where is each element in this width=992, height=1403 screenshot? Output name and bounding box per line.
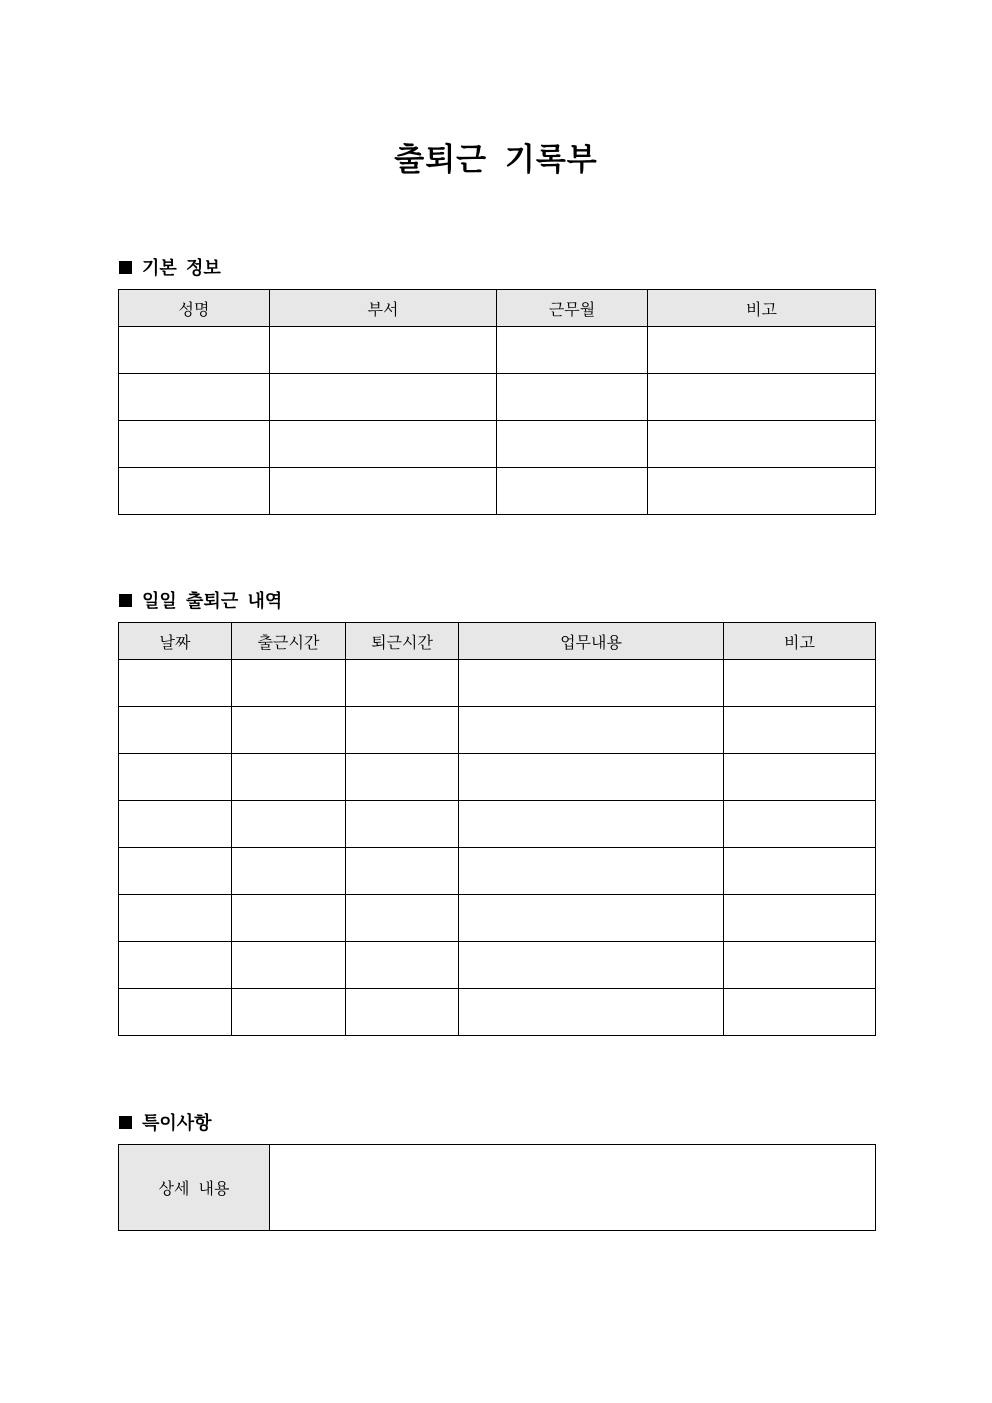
column-header-work-month: 근무월	[497, 290, 648, 327]
table-cell[interactable]	[497, 374, 648, 421]
table-cell[interactable]	[346, 895, 459, 942]
table-cell[interactable]	[459, 754, 724, 801]
black-square-icon	[119, 594, 132, 607]
table-cell[interactable]	[497, 468, 648, 515]
table-cell[interactable]	[270, 468, 497, 515]
column-header-name: 성명	[119, 290, 270, 327]
table-cell[interactable]	[648, 374, 876, 421]
table-cell[interactable]	[119, 754, 232, 801]
table-cell[interactable]	[232, 754, 346, 801]
section-heading-label: 기본 정보	[142, 258, 221, 279]
column-header-remarks: 비고	[648, 290, 876, 327]
table-cell[interactable]	[724, 942, 876, 989]
special-notes-table	[118, 1144, 876, 1231]
table-cell[interactable]	[119, 660, 232, 707]
table-cell[interactable]	[459, 801, 724, 848]
daily-log-table	[118, 622, 876, 1036]
table-row	[119, 895, 876, 942]
table-cell[interactable]	[119, 374, 270, 421]
table-row	[119, 374, 876, 421]
table-cell[interactable]	[459, 848, 724, 895]
table-cell[interactable]	[270, 421, 497, 468]
table-cell[interactable]	[346, 848, 459, 895]
table-cell[interactable]	[119, 895, 232, 942]
table-row	[119, 848, 876, 895]
table-row	[119, 754, 876, 801]
column-header-remarks: 비고	[724, 623, 876, 660]
table-cell[interactable]	[346, 660, 459, 707]
table-cell[interactable]	[724, 754, 876, 801]
table-row	[119, 942, 876, 989]
table-row	[119, 327, 876, 374]
table-cell[interactable]	[459, 989, 724, 1036]
table-row	[119, 468, 876, 515]
basic-info-table	[118, 289, 876, 515]
column-header-clock-out: 퇴근시간	[346, 623, 459, 660]
section-heading-label: 일일 출퇴근 내역	[142, 591, 283, 612]
table-cell[interactable]	[119, 989, 232, 1036]
table-cell[interactable]	[270, 327, 497, 374]
table-cell[interactable]	[459, 895, 724, 942]
table-cell[interactable]	[232, 707, 346, 754]
table-cell[interactable]	[459, 707, 724, 754]
table-cell[interactable]	[648, 421, 876, 468]
column-header-date: 날짜	[119, 623, 232, 660]
table-cell[interactable]	[232, 660, 346, 707]
table-cell[interactable]	[648, 468, 876, 515]
table-row	[119, 707, 876, 754]
black-square-icon	[119, 261, 132, 274]
page-title: 출퇴근 기록부	[394, 142, 598, 178]
section-heading-label: 특이사항	[142, 1113, 212, 1134]
table-cell[interactable]	[459, 660, 724, 707]
table-cell[interactable]	[497, 327, 648, 374]
table-cell[interactable]	[232, 895, 346, 942]
table-cell[interactable]	[497, 421, 648, 468]
section-heading-basic-info	[119, 254, 221, 280]
table-row	[119, 660, 876, 707]
table-row	[119, 1145, 876, 1231]
table-row	[119, 421, 876, 468]
table-cell[interactable]	[724, 895, 876, 942]
table-cell[interactable]	[270, 374, 497, 421]
table-cell[interactable]	[119, 327, 270, 374]
table-cell[interactable]	[119, 707, 232, 754]
table-cell[interactable]	[724, 848, 876, 895]
column-header-clock-in: 출근시간	[232, 623, 346, 660]
details-field[interactable]	[270, 1145, 876, 1231]
table-cell[interactable]	[232, 942, 346, 989]
table-cell[interactable]	[648, 327, 876, 374]
table-cell[interactable]	[724, 801, 876, 848]
table-cell[interactable]	[232, 848, 346, 895]
column-header-work-content: 업무내용	[459, 623, 724, 660]
table-cell[interactable]	[119, 421, 270, 468]
section-heading-special-notes	[119, 1109, 212, 1135]
table-cell[interactable]	[232, 801, 346, 848]
table-cell[interactable]	[232, 989, 346, 1036]
table-cell[interactable]	[119, 848, 232, 895]
section-heading-daily-log	[119, 587, 282, 613]
black-square-icon	[119, 1116, 132, 1129]
table-cell[interactable]	[119, 468, 270, 515]
table-header-row	[119, 290, 876, 327]
table-cell[interactable]	[724, 660, 876, 707]
table-cell[interactable]	[346, 754, 459, 801]
table-cell[interactable]	[724, 989, 876, 1036]
details-label: 상세 내용	[119, 1145, 270, 1231]
table-row	[119, 989, 876, 1036]
table-cell[interactable]	[346, 942, 459, 989]
table-cell[interactable]	[459, 942, 724, 989]
table-cell[interactable]	[346, 989, 459, 1036]
table-row	[119, 801, 876, 848]
table-cell[interactable]	[346, 801, 459, 848]
table-cell[interactable]	[119, 801, 232, 848]
table-cell[interactable]	[346, 707, 459, 754]
table-cell[interactable]	[119, 942, 232, 989]
table-cell[interactable]	[724, 707, 876, 754]
column-header-department: 부서	[270, 290, 497, 327]
table-header-row	[119, 623, 876, 660]
